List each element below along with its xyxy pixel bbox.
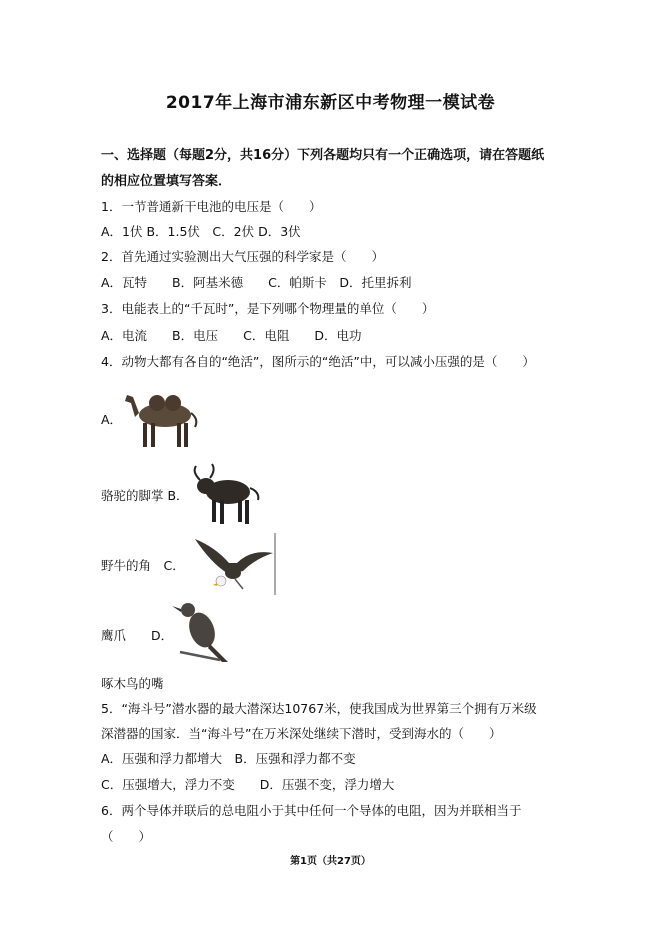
q1-stem: 1．一节普通新干电池的电压是（ ）: [101, 199, 322, 214]
q2-options: A．瓦特 B．阿基米德 C．帕斯卡 D．托里拆利: [101, 275, 412, 290]
section-heading-line2: 的相应位置填写答案．: [101, 174, 232, 189]
q4-option-d-text: 啄木鸟的嘴: [101, 676, 164, 691]
eagle-image: [191, 533, 276, 595]
q4-stem: 4．动物大都有各自的“绝活”，图所示的“绝活”中，可以减小压强的是（ ）: [101, 354, 535, 369]
q4-option-d-caption: 鹰爪 D．: [101, 628, 174, 643]
q6-stem-line1: 6．两个导体并联后的总电阻小于其中任何一个导体的电阻，因为并联相当于: [101, 803, 522, 818]
q4-option-b-caption: 骆驼的脚掌 B．: [101, 488, 189, 503]
bull-image: [190, 462, 264, 528]
q3-stem: 3．电能表上的“千瓦时”，是下列哪个物理量的单位（ ）: [101, 301, 435, 316]
q3-options: A．电流 B．电压 C．电阻 D．电功: [101, 328, 362, 343]
q5-stem-line1: 5．“海斗号”潜水器的最大潜深达10767米，使我国成为世界第三个拥有万米级: [101, 701, 537, 716]
q1-options: A．1伏 B．1.5伏 C．2伏 D．3伏: [101, 224, 301, 239]
section-heading-line1: 一、选择题（每题2分，共16分）下列各题均只有一个正确选项，请在答题纸: [101, 148, 545, 163]
q5-options-line1: A．压强和浮力都增大 B．压强和浮力都不变: [101, 751, 356, 766]
q6-stem-line2: （ ）: [101, 829, 152, 844]
camel-image: [121, 383, 205, 453]
woodpecker-image: [170, 600, 232, 666]
q5-stem-line2: 深潜器的国家．当“海斗号”在万米深处继续下潜时，受到海水的（ ）: [101, 726, 502, 741]
q5-options-line2: C．压强增大，浮力不变 D．压强不变，浮力增大: [101, 777, 395, 792]
q4-option-c-caption: 野牛的角 C．: [101, 558, 185, 573]
q2-stem: 2．首先通过实验测出大气压强的科学家是（ ）: [101, 249, 384, 264]
page-title: 2017年上海市浦东新区中考物理一模试卷: [165, 93, 496, 113]
page-footer: 第1页（共27页）: [290, 856, 371, 867]
q4-option-a-label: A．: [101, 412, 123, 427]
